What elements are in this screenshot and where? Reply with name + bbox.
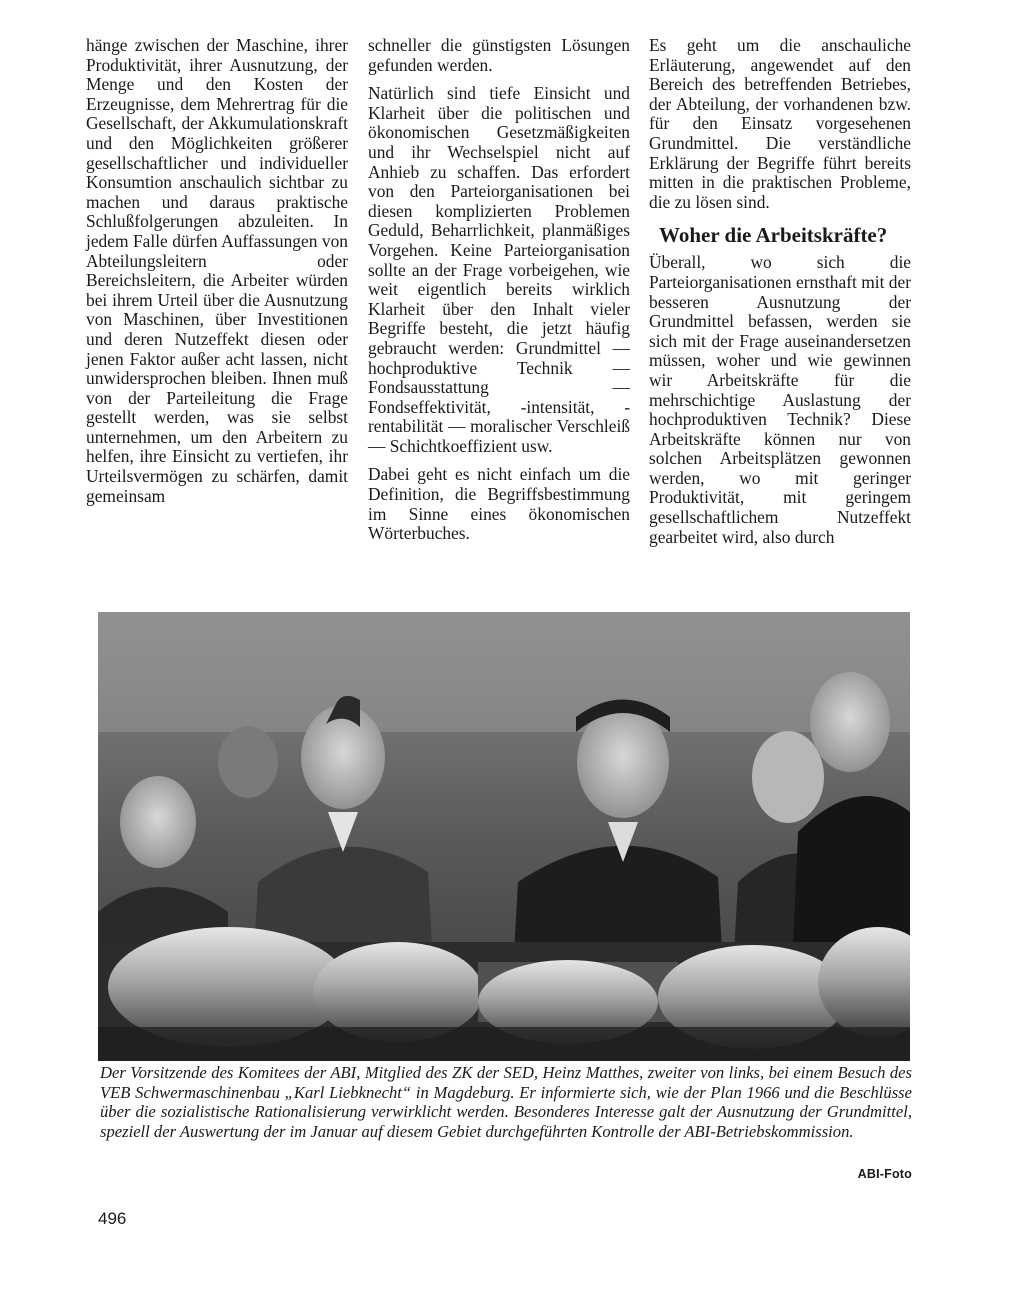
section-heading: Woher die Arbeitskräfte? <box>659 223 888 248</box>
text-column-2 <box>368 36 630 553</box>
column-2-paragraph: Natürlich sind tiefe Einsicht und Klarheit über die politischen und ökonomischen Gesetzmäßigkeiten und ihr Wechselspiel nicht auf Anhieb zu schaffen. Das erfordert von den Parteiorganisationen bei diesen komplizierten Problemen Geduld, Beharrlichkeit, planmäßiges Vorgehen. Keine Parteiorganisation sollte an der Frage vorbeigehen, wie weit eigentlich bereits wirklich Klarheit über den Inhalt vieler Begriffe besteht, die jetzt häufig gebraucht werden: Grundmittel — hochproduktive Technik — Fondsausstattung — Fondseffektivität, -intensität, -rentabilität — moralischer Verschleiß — Schichtkoeffizient usw. <box>368 83 630 456</box>
column-1-paragraph: hänge zwischen der Maschine, ihrer Produktivität, ihrer Ausnutzung, der Menge und den Kosten der Erzeugnisse, dem Mehrertrag für die Gesellschaft, der Akkumulationskraft und den Möglichkeiten größerer gesellschaftlicher und individueller Konsumtion anschaulich sichtbar zu machen und daraus praktische Schlußfolgerungen abzuleiten. In jedem Falle dürfen Auffassungen von Abteilungsleitern oder Bereichsleitern, die Arbeiter würden bei ihrem Urteil über die Ausnutzung von Maschinen, über Investitionen und deren Nutzeffekt diesen oder jenen Faktor außer acht lassen, nicht unwidersprochen bleiben. Ihnen muß von der Parteileitung die Frage gestellt werden, was sie selbst unternehmen, um den Arbeitern zu helfen, ihre Einsicht zu vertiefen, ihr Urteilsvermögen zu schärfen, damit gemeinsam <box>86 35 348 506</box>
photo-caption <box>100 1063 912 1141</box>
column-3-paragraph: Überall, wo sich die Parteiorganisationen ernsthaft mit der besseren Ausnutzung der Grundmittel befassen, werden sie sich mit der Frage auseinandersetzen müssen, woher und wie gewinnen wir Arbeitskräfte für die mehrschichtige Auslastung der hochproduktiven Technik? Diese Arbeitskräfte können nur von solchen Arbeitsplätzen gewonnen werden, wo mit geringer Produktivität, mit geringem gesellschaftlichem Nutzeffekt gearbeitet wird, also durch <box>649 252 911 547</box>
page-number: 496 <box>98 1209 127 1228</box>
text-column-1 <box>86 36 348 515</box>
column-2-paragraph: schneller die günstigsten Lösungen gefunden werden. <box>368 35 630 75</box>
group-photo-men-inspecting-machinery-icon <box>98 612 910 1061</box>
photo-credit: ABI-Foto <box>857 1167 912 1181</box>
news-photo <box>98 612 910 1061</box>
text-column-3 <box>649 36 911 556</box>
caption-text: Der Vorsitzende des Komitees der ABI, Mitglied des ZK der SED, Heinz Matthes, zweiter von links, bei einem Besuch des VEB Schwermaschinenbau „Karl Liebknecht“ in Magdeburg. Er informierte sich, wie der Plan 1966 und die Beschlüsse über die sozialistische Rationalisierung verwirklicht werden. Besonderes Interesse galt der Ausnutzung der Grundmittel, speziell der Auswertung der im Januar auf diesem Gebiet durchgeführten Kontrolle der ABI-Betriebskommission. <box>100 1063 912 1141</box>
column-2-paragraph: Dabei geht es nicht einfach um die Definition, die Begriffsbestimmung im Sinne eines ökonomischen Wörterbuches. <box>368 464 630 544</box>
column-3-paragraph: Es geht um die anschauliche Erläuterung, angewendet auf den Bereich des betreffenden Betriebes, der Abteilung, der vorhandenen bzw. für den Einsatz vorgesehenen Grundmittel. Die verständliche Erklärung der Begriffe führt bereits mitten in die praktischen Probleme, die zu lösen sind. <box>649 35 911 212</box>
